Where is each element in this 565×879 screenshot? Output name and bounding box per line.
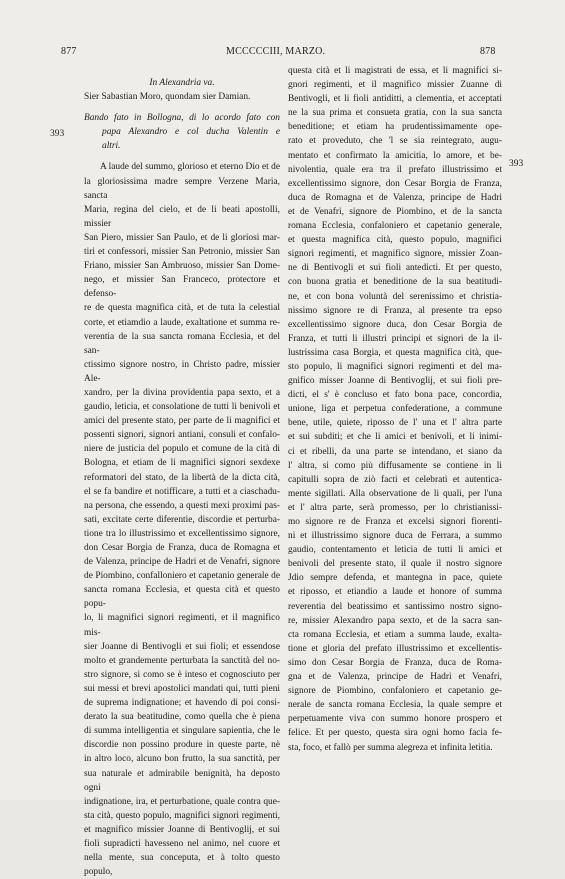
text-line: et riposso, et etiandio a laude et honore of summa [288,587,502,598]
text-line: sancta romana Ecclesia, et questa cità et questo popu- [84,585,280,610]
text-line: verentia de la sua sancta romana Ecclesia, et del san- [84,331,280,356]
text-line: l' altra, si como più diffusamente se contiene in li [288,460,502,471]
margin-number-right: 393 [509,159,524,169]
text-line: sta cità, questo populo, magnifici signori regimenti, [84,810,280,821]
left-page-number: 877 [61,46,77,57]
text-line: tiri et confessori, missier San Petronio, missier San [84,247,280,258]
text-line: capitulli sopra de ziò facti et celebrati et autentica- [288,474,502,485]
right-page-number: 878 [480,46,496,57]
text-line: possenti signori, signori antiani, consuli et confalo- [84,430,280,441]
text-line: sati, excitate certe diferentie, discordie et perturba- [84,514,280,525]
text-line: unione, liga et perpetua confederatione, a commune [288,404,502,415]
text-line: et de Venafri, signore de Piombino, et de la sancta [288,206,502,217]
text-line: reverentia del beatissimo et santissimo nostro signo- [288,601,502,612]
text-line: questa cità et li magistrati de essa, et li magnifici si- [288,66,502,76]
text-line: signori regimenti, et magnifico signore, missier Zoan- [288,249,502,260]
text-line: perpetuamente viva con summo honore prospero et [288,714,502,725]
text-line: gnori regimenti, et il magnifico missier Zuanne di [288,80,502,91]
text-line: con buona gratia et beneditione de la sua beatitudi- [288,277,502,288]
spacer [84,104,280,111]
text-line: ni et illustrissimo signore duca de Ferrara, a summo [288,531,502,542]
text-line: sier Joanne di Bentivogli et sui fioli; et essendose [84,641,280,652]
text-line: Bando fato in Bollogna, di lo acordo fato con [84,113,280,124]
text-line: sua naturale et admirabile benignità, ha deposto ogni [84,768,280,793]
text-line: de Valenza, principe de Hadri et de Venafri, signore [84,557,280,568]
text-line: re de questa magnifica cità, et de tuta la celestial [84,303,280,314]
text-line: Bentivogli, et li fioli antiditti, a clementia, et acceptati [288,94,502,105]
text-line: xandro, per la divina providentia papa sexto, et a [84,387,280,398]
text-line: et questa magnifica cità, questo populo, magnifici [288,235,502,246]
text-line: el se fa bandire et notifficare, a tutti et a ciaschadu- [84,486,280,497]
text-line: amici del presente stato, per parte de li magnifici et [84,416,280,427]
text-line: molto et grandemente perturbata la sanctità del no- [84,655,280,666]
text-line: et l' altra parte, serà promesso, per lo christianissi- [288,502,502,513]
text-line: ne, et con bona voluntà del serenissimo et christia- [288,291,502,302]
text-line: stro signore, si como se è inteso et cognosciuto per [84,669,280,680]
text-line: In Alexandria va. [149,78,215,88]
text-line: reformatori del stato, de la libertà de la dicta cità, [84,472,280,483]
text-line: ci et ribelli, da una parte se intendano, et siano da [288,446,502,457]
text-line: Bologna, et etiam de li magnifici signori sexdexe [84,458,280,469]
text-line: lo, li magnifici signori regimenti, et il magnifico mis- [84,613,280,638]
text-line: San Piero, missier San Paulo, et de li gloriosi mar- [84,232,280,243]
text-line: derato la sua beatitudine, como quella che è piena [84,712,280,723]
text-line: tione tra lo illustrissimo et excellentissimo signore, [84,528,280,539]
text-line: na persona, che essendo, a questi mexi proximi pas- [84,500,280,511]
text-line: in altro loco, alcuno bon frutto, la sua sanctità, per [84,754,280,765]
text-line: et sui subditi; et che li amici et benivoli, et li inimi- [288,432,502,443]
text-line: altri. [102,141,121,152]
text-line: nella mente, sua conceputa, et à tolto questo populo, [84,853,280,878]
text-line: fioli supradicti havesseno nel animo, nel cuore et [84,838,280,849]
text-line: de Piombino, confalloniero et capetanio generale de [84,571,280,582]
text-line: Franza, et tutti li illustri principi et signori de la il- [288,333,502,344]
text-line: gna et de Valenza, principe de Hadri et Venafri, [288,672,502,683]
text-line: Sier Sabastian Moro, quondam sier Damian. [84,92,251,103]
text-line: niere de justicia del populo et comune de la cità di [84,444,280,455]
text-line: felice. Et per questo, questa sira ogni homo facia fe- [288,728,502,739]
text-line: corte, et etiamdio a laude, exaltatione et summa re- [84,317,280,328]
text-line: Jdio sempre defenda, et mantegna in pace, quiete [288,573,502,584]
text-line: ne di Bentivogli et sui fioli antedicti. Et per questo, [288,263,502,274]
text-line: sto populo, li magnifici signori regimenti et del ma- [288,361,502,372]
text-line: Maria, regina del cielo, et de li beati apostolli, missier [84,204,280,229]
text-line: tione et gloria del prefato illustrissimo et excellentis- [288,643,502,654]
text-line: benivoli del presente stato, il quale il nostro signore [288,559,502,570]
text-line: don Cesar Borgia de Franza, duca de Romagna et [84,543,280,553]
text-line: la gloriosissima madre sempre Verzene Maria, sancta [84,176,280,201]
text-line: Friano, missier San Ambruoso, missier San Dome- [84,261,280,272]
text-line: di summa intelligentia et singulare sapientia, che le [84,726,280,737]
spacer [84,153,280,160]
text-line: et magnifico missier Joanne di Bentivoglij, et sui [84,824,280,835]
text-line: sta, foco, et fallò per summa alegreza et infinita letitia. [288,742,493,753]
right-text-column [288,64,502,755]
text-line: nivolentia, quale era tra il prefato illustrissimo et [288,164,502,175]
text-line: bene, utile, quiete, riposso de l' una et l' altra parte [288,418,502,429]
text-line: indignatione, ira, et perturbatione, quale contra que- [84,796,280,807]
text-line: excellentissimo signore, don Cesar Borgia de Franza, [288,178,502,189]
text-line: re, missier Alexandro papa sexto, et de la sacra san- [288,615,502,626]
text-line: ne la sua prima et consueta gratia, con la sua sancta [288,108,502,119]
text-line: mo signore re de Franza et excelsi signori fiorenti- [288,517,502,527]
text-line: mente sigillati. Alla observatione de li quali, per l'una [288,488,502,499]
text-line: beneditione; et etiam ha prudentissimamente ope- [288,122,502,133]
text-line: nerale de sancta romana Ecclesia, la quale sempre et [288,700,502,711]
text-line: rato et proveduto, che 'l se sia reintegrato, augu- [288,136,502,147]
text-line: signore de Piombino, confaloniero et capetanio ge- [288,686,502,697]
left-text-column [84,76,280,879]
text-line: lustrissima casa Borgia, et questa magnifica cità, que- [288,347,502,358]
text-line: gnifico misser Joanne di Bentivoglij, et sui fioli pre- [288,376,502,387]
text-line: simo don Cesar Borgia de Franza, duca de Roma- [288,657,502,668]
text-line: papa Alexandro e col ducha Valentin e [102,127,280,138]
text-line: nissimo signore re di Franza, al presente tra epso [288,305,502,316]
running-title: MCCCCCIII, MARZO. [226,46,326,57]
text-line: A laude del summo, glorioso et eterno Dio et de [100,162,280,173]
text-line: de suprema indignatione; et havendo di poi consi- [84,698,280,709]
text-line: cta romana Ecclesia, et etiam a summa laude, exalta- [288,629,502,640]
margin-number-left: 393 [50,129,65,139]
text-line: dicti, el s' è concluso et fato bona pace, concordia, [288,390,502,401]
text-line: mentato et confirmato la amicitia, lo amore, et be- [288,150,502,161]
text-line: romana Ecclesia, confaloniero et capetanio generale, [288,221,502,232]
text-line: nego, et missier San Franceco, protectore et defenso- [84,275,280,300]
text-line: gaudio, leticia, et consolatione de tutti li benivoli et [84,402,280,413]
text-line: sui messi et brevi apostolici mandati qui, tutti pieni [84,683,280,694]
text-line: discordie non possino produre in queste parte, nè [84,740,280,751]
text-line: duca de Romagna et de Valenza, principe de Hadri [288,192,502,203]
text-line: gaudio, contentamento et leticia de tutti li amici et [288,545,502,556]
text-line: excellentissimo signore duca, don Cesar Borgia de [288,319,502,330]
text-line: ctissimo signore nostro, in Christo padre, missier Ale- [84,359,280,384]
